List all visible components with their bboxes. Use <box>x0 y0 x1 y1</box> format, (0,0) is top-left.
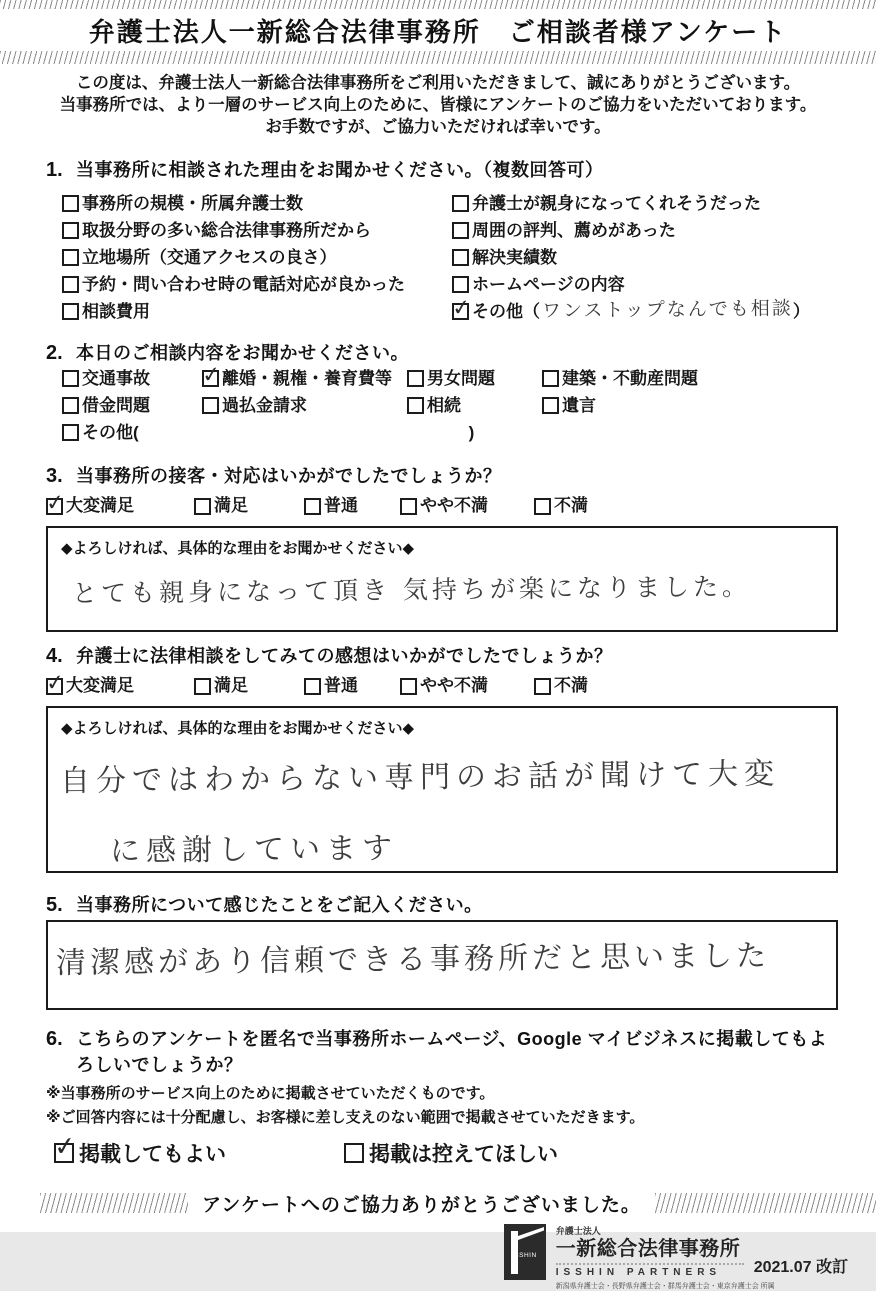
checkbox-icon <box>452 276 469 293</box>
checkbox-icon <box>452 249 469 266</box>
question-4-options <box>46 672 838 700</box>
checkbox-icon <box>407 370 424 387</box>
bar-association-memberships: 新潟県弁護士会・長野県弁護士会・群馬弁護士会・東京弁護士会 所属 <box>555 1283 775 1290</box>
title-hatch-divider <box>0 51 876 64</box>
question-6-note-2: ※ご回答内容には十分配慮し、お客様に差し支えのない範囲で掲載させていただきます。 <box>46 1109 645 1126</box>
checkbox-icon <box>202 370 219 387</box>
checkbox-option: 普通 <box>304 672 400 700</box>
checkbox-icon <box>542 370 559 387</box>
question-5-title: 当事務所について感じたことをご記入ください。 <box>76 895 483 915</box>
question-2-number: 2. <box>46 342 63 364</box>
checkbox-icon <box>54 1143 74 1163</box>
checkbox-option: 取扱分野の多い総合法律事務所だから <box>62 217 452 244</box>
checkbox-option: 満足 <box>194 672 304 700</box>
question-2-options <box>62 365 838 446</box>
checkbox-icon <box>452 195 469 212</box>
checkbox-icon <box>194 498 211 515</box>
intro-line-3: お手数ですが、ご協力いただければ幸いです。 <box>265 118 611 136</box>
comment-box-label: ◆よろしければ、具体的な理由をお聞かせください◆ <box>61 720 415 737</box>
question-3-options <box>46 492 838 520</box>
handwritten-other-reason: ワンストップなんでも相談 <box>541 297 793 322</box>
checkbox-option: 予約・問い合わせ時の電話対応が良かった <box>62 271 452 298</box>
checkbox-option: 建築・不動産問題 <box>542 365 698 392</box>
checkbox-icon <box>202 397 219 414</box>
question-1-heading <box>46 156 838 182</box>
checkbox-icon <box>542 397 559 414</box>
checkbox-icon <box>46 498 63 515</box>
checkbox-option-other: ✓ その他（ ワンストップなんでも相談 ） <box>452 298 810 325</box>
checkbox-icon <box>62 397 79 414</box>
checkbox-option: 事務所の規模・所属弁護士数 <box>62 190 452 217</box>
question-5-heading <box>46 891 838 917</box>
checkbox-option: やや不満 <box>400 492 534 520</box>
checkbox-option: 立地場所（交通アクセスの良さ） <box>62 244 452 271</box>
checkbox-option: 過払金請求 <box>202 392 407 419</box>
question-6-notes <box>46 1082 838 1130</box>
question-1-number: 1. <box>46 159 63 181</box>
checkbox-icon <box>62 249 79 266</box>
question-6-note-1: ※当事務所のサービス向上のために掲載させていただくものです。 <box>46 1085 495 1102</box>
checkbox-icon <box>62 276 79 293</box>
checkbox-icon <box>304 678 321 695</box>
page-title: 弁護士法人一新総合法律事務所 ご相談者様アンケート <box>88 17 788 47</box>
footer-thanks-row <box>0 1190 876 1216</box>
checkbox-icon <box>194 678 211 695</box>
footer-hatch-right <box>655 1193 876 1213</box>
checkbox-option: 解決実績数 <box>452 244 810 271</box>
firm-name: 一新総合法律事務所 <box>555 1238 741 1260</box>
checkbox-option: 普通 <box>304 492 400 520</box>
checkbox-icon <box>400 678 417 695</box>
checkbox-option: ✓ 離婚・親権・養育費等 <box>202 365 407 392</box>
checkbox-icon <box>452 222 469 239</box>
question-6-heading <box>46 1026 838 1078</box>
handwritten-comment-q3: とても親身になって頂き 気持ちが楽になりました。 <box>71 571 752 608</box>
question-2-title: 本日のご相談内容をお聞かせください。 <box>76 343 409 363</box>
checkbox-icon <box>534 498 551 515</box>
checkbox-option: 周囲の評判、薦めがあった <box>452 217 810 244</box>
logo-divider <box>556 1263 744 1265</box>
checkbox-option: 相談費用 <box>62 298 452 325</box>
checkbox-option-publish-no: 掲載は控えてほしい <box>344 1138 558 1168</box>
checkbox-option: 交通事故 <box>62 365 202 392</box>
firm-logo-text <box>555 1224 775 1291</box>
comment-box-label: ◆よろしければ、具体的な理由をお聞かせください◆ <box>61 540 415 557</box>
checkbox-icon <box>407 397 424 414</box>
question-5-comment-box <box>46 920 838 1010</box>
checkbox-icon <box>62 370 79 387</box>
checkbox-option: 満足 <box>194 492 304 520</box>
checkbox-option: 男女問題 <box>407 365 542 392</box>
firm-name-english: ISSHIN PARTNERS <box>555 1267 722 1278</box>
question-4-comment-box <box>46 706 838 873</box>
svg-text:ISSHIN: ISSHIN <box>511 1252 537 1259</box>
firm-type-label: 弁護士法人 <box>555 1226 601 1236</box>
checkbox-option: 遺言 <box>542 392 596 419</box>
question-6-title: こちらのアンケートを匿名で当事務所ホームページ、Google マイビジネスに掲載してもよろしいでしょうか？ <box>76 1029 828 1075</box>
intro-paragraph <box>0 72 876 138</box>
checkbox-icon <box>534 678 551 695</box>
question-3-comment-box <box>46 526 838 632</box>
checkbox-option: 不満 <box>534 672 588 700</box>
question-3-title: 当事務所の接客・対応はいかがでしたでしょうか？ <box>76 466 502 486</box>
checkbox-icon <box>62 222 79 239</box>
firm-logo-icon <box>504 1224 546 1285</box>
checkbox-icon <box>62 303 79 320</box>
footer-hatch-left <box>40 1193 188 1213</box>
intro-line-2: 当事務所では、より一層のサービス向上のために、皆様にアンケートのご協力をいただいております。 <box>59 96 817 114</box>
handwritten-comment-q5: 清潔感があり信頼できる事務所だと思いました <box>55 938 771 981</box>
question-5-number: 5. <box>46 894 63 916</box>
question-3-number: 3. <box>46 465 63 487</box>
checkbox-option: 弁護士が親身になってくれそうだった <box>452 190 810 217</box>
checkbox-icon <box>304 498 321 515</box>
question-2-heading <box>46 339 838 365</box>
question-4-number: 4. <box>46 645 63 667</box>
question-1-title: 当事務所に相談された理由をお聞かせください。（複数回答可） <box>76 160 604 180</box>
question-3-heading <box>46 462 838 488</box>
question-4-heading <box>46 642 838 668</box>
checkbox-option-publish-ok: ✓ 掲載してもよい <box>54 1138 344 1168</box>
revision-date: 2021.07 改訂 <box>753 1259 848 1276</box>
intro-line-1: この度は、弁護士法人一新総合法律事務所をご利用いただきまして、誠にありがとうございます。 <box>75 74 801 92</box>
question-1-options <box>62 190 838 325</box>
checkbox-option: 借金問題 <box>62 392 202 419</box>
handwritten-comment-q4-line2: に感謝しています <box>109 830 399 869</box>
checkbox-option-other: その他( ) <box>62 419 474 446</box>
checkbox-option: ✓ 大変満足 <box>46 672 194 700</box>
checkbox-option: 不満 <box>534 492 588 520</box>
checkbox-icon <box>62 195 79 212</box>
checkbox-option: やや不満 <box>400 672 534 700</box>
checkbox-icon <box>344 1143 364 1163</box>
handwritten-comment-q4-line1: 自分ではわからない専門のお話が聞けて大変 <box>59 756 781 799</box>
checkbox-icon <box>62 424 79 441</box>
checkbox-option: ホームページの内容 <box>452 271 810 298</box>
checkbox-icon <box>400 498 417 515</box>
question-4-title: 弁護士に法律相談をしてみての感想はいかがでしたでしょうか？ <box>76 646 613 666</box>
checkbox-icon <box>452 303 469 320</box>
top-hatch-divider <box>0 0 876 9</box>
question-6-answers <box>54 1138 838 1168</box>
checkbox-option: 相続 <box>407 392 542 419</box>
footer-thanks-text: アンケートへのご協力ありがとうございました。 <box>202 1194 641 1216</box>
checkbox-option: ✓ 大変満足 <box>46 492 194 520</box>
checkbox-icon <box>46 678 63 695</box>
firm-logo-block <box>0 1224 848 1291</box>
question-6-number: 6. <box>46 1028 63 1050</box>
